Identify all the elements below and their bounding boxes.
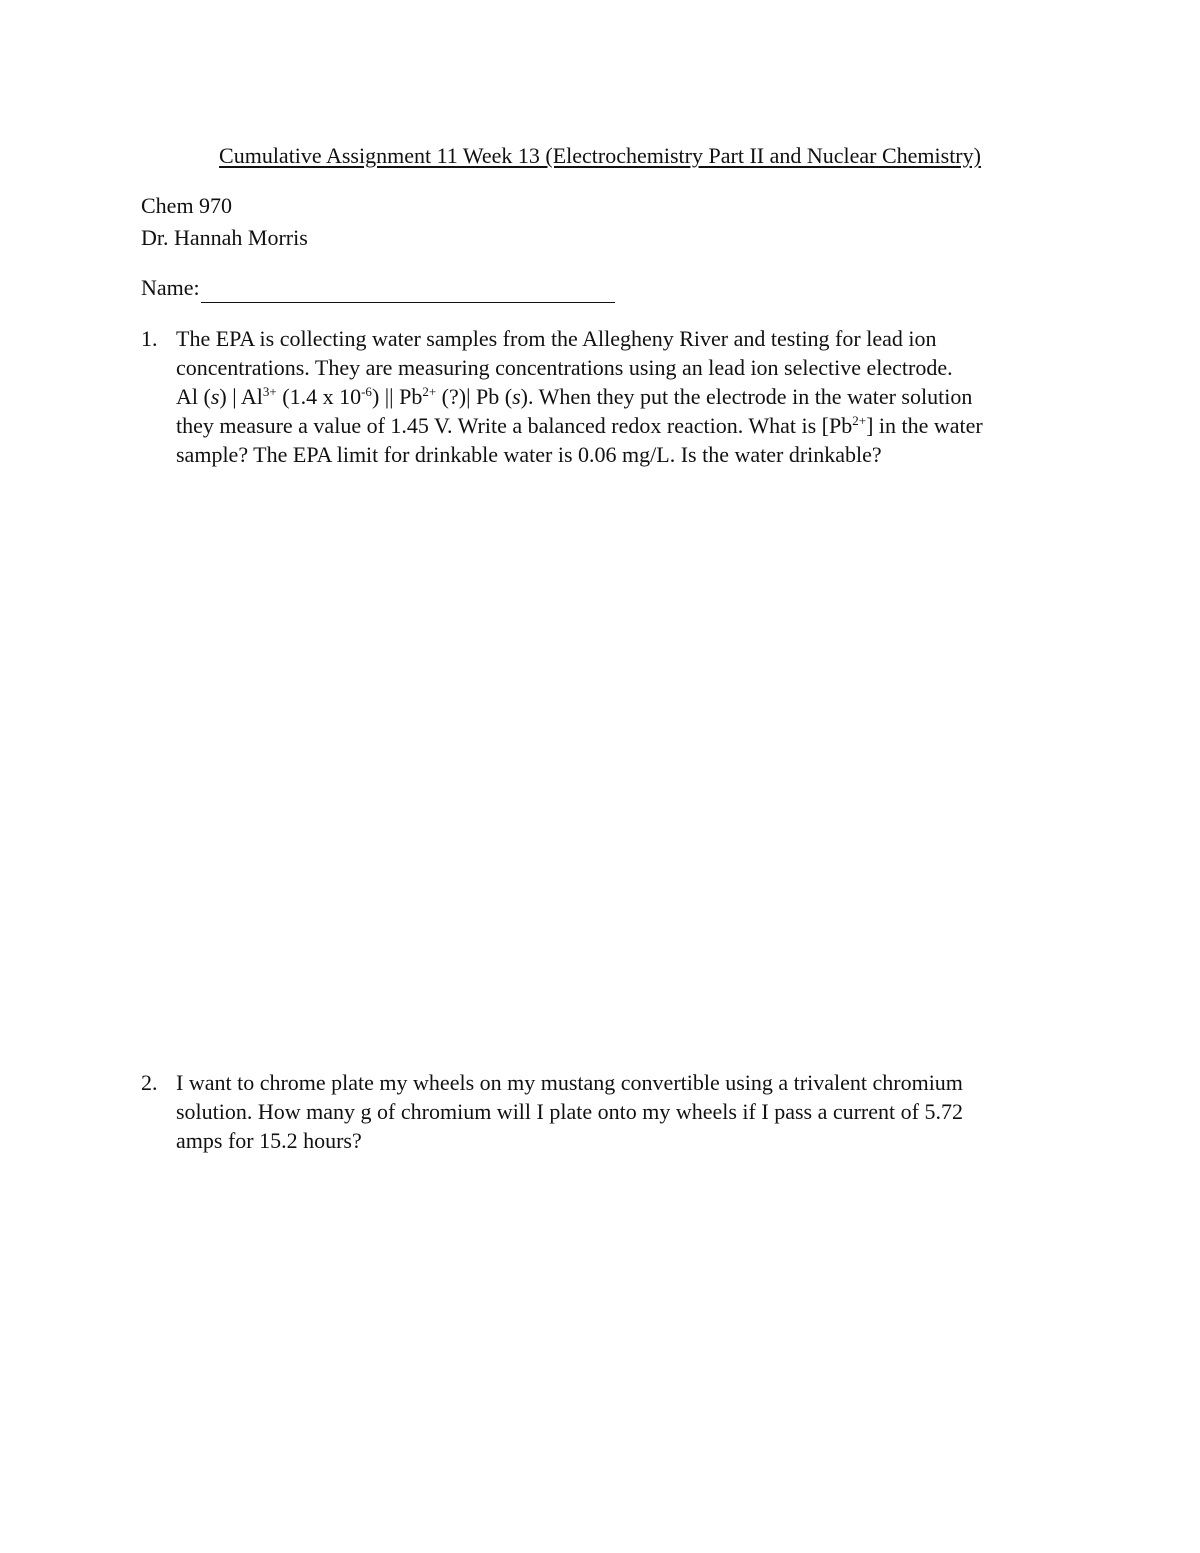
question-line: I want to chrome plate my wheels on my mustang convertible using a trivalent chromium: [176, 1070, 963, 1095]
assignment-title: Cumulative Assignment 11 Week 13 (Electrochemistry Part II and Nuclear Chemistry): [219, 143, 981, 168]
question-line: The EPA is collecting water samples from the Allegheny River and testing for lead ion: [176, 326, 937, 351]
exponent: -6: [361, 384, 372, 399]
question-text: [176, 324, 1081, 469]
question-line: solution. How many g of chromium will I plate onto my wheels if I pass a current of 5.72: [176, 1099, 963, 1124]
cell-notation-line: Al (s) | $Al^{3+}$ (1.4 x $10^{-6}$) || $Pb^{2+}$ (?)| Pb (s). When they put the electrode in the water solution: [176, 384, 973, 409]
anode-metal: Al: [176, 384, 198, 409]
name-blank-line: [201, 278, 615, 303]
question-text-fragment: ] in the water: [866, 413, 983, 438]
question-line: [176, 411, 1081, 440]
state-symbol: s: [210, 384, 220, 409]
question-text: [176, 1068, 1081, 1155]
salt-bridge: ) ||: [371, 384, 400, 409]
course-name: Chem 970: [141, 193, 233, 218]
lead-ion: Pb: [399, 384, 423, 409]
phase-separator: |: [226, 384, 241, 409]
question-line-rest: . When they put the electrode in the water solution: [527, 384, 973, 409]
question-line: amps for 15.2 hours?: [176, 1128, 362, 1153]
question-text-fragment: they measure a value of 1.45 V. Write a balanced redox reaction. What is [Pb: [176, 413, 853, 438]
question-number: 2.: [141, 1070, 158, 1095]
question-line: concentrations. They are measuring concentrations using an lead ion selective electrode.: [176, 355, 953, 380]
name-field-row: [141, 273, 615, 303]
cathode-metal: Pb: [476, 384, 500, 409]
name-label: Name:: [141, 275, 200, 300]
ion-charge: 2+: [852, 413, 867, 428]
aluminum-ion: Al: [240, 384, 263, 409]
question-line: sample? The EPA limit for drinkable water is 0.06 mg/L. Is the water drinkable?: [176, 442, 882, 467]
ion-charge: 3+: [262, 384, 277, 399]
ion-charge: 2+: [422, 384, 437, 399]
concentration: (1.4 x 10: [276, 384, 362, 409]
state-symbol: s: [512, 384, 521, 409]
instructor-name: Dr. Hannah Morris: [141, 225, 308, 250]
unknown-concentration: (?)|: [436, 384, 476, 409]
question-number: 1.: [141, 326, 158, 351]
